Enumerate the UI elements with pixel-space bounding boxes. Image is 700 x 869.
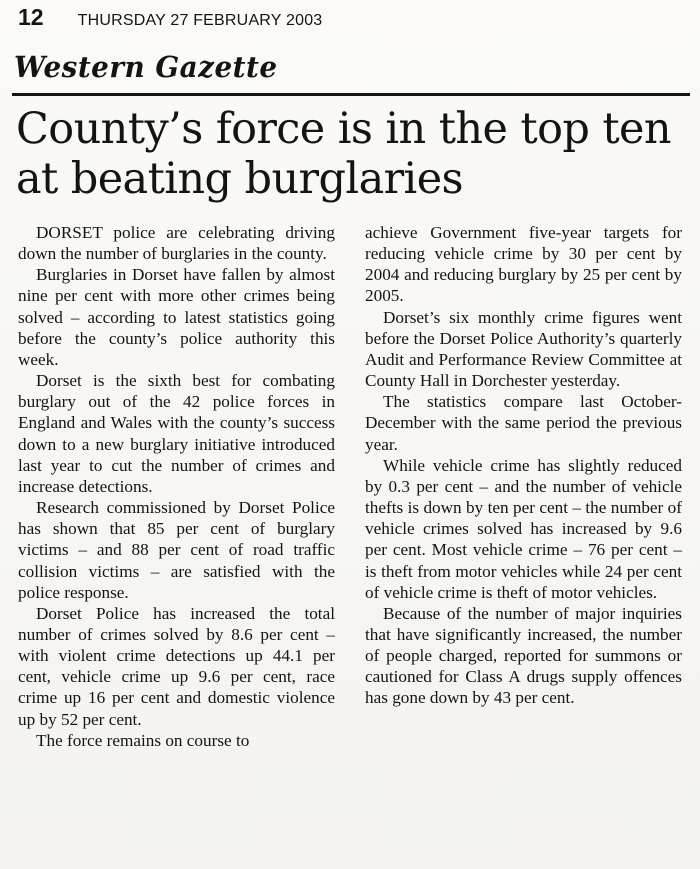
issue-date: THURSDAY 27 FEBRUARY 2003 [77, 12, 323, 29]
article-paragraph: Dorset Police has increased the total number of crimes solved by 8.6 per cent – with violent crime detections up 44.1 per cent, vehicle crime up 9.6 per cent, race crime up 16 per cent and domestic violence up by 52 per cent. [18, 603, 335, 729]
article-headline: County’s force is in the top ten at beating burglaries [16, 104, 671, 204]
masthead-title: Western Gazette [14, 50, 278, 84]
article-paragraph: Dorset is the sixth best for combating burglary out of the 42 police forces in England and Wales with the county’s success down to a new burglary initiative introduced last year to cut the number of crimes and increase detections. [18, 371, 335, 496]
article-paragraph: While vehicle crime has slightly reduced by 0.3 per cent – and the number of vehicle thefts is down by ten per cent – the number of vehicle crimes solved has increased by 9.6 per cent. Most vehicle crime – 76 per cent – is theft from motor vehicles while 24 per cent of vehicle crime is theft of motor vehicles. [365, 455, 682, 602]
article-paragraph: Dorset’s six monthly crime figures went before the Dorset Police Authority’s quarterly Audit and Performance Review Committee at County Hall in Dorchester yesterday. [365, 307, 682, 391]
article-paragraph: Burglaries in Dorset have fallen by almost nine per cent with more other crimes being solved – according to latest statistics going before the county’s police authority this week. [18, 265, 335, 369]
article-paragraph: The statistics compare last October-December with the same period the previous year. [365, 392, 682, 454]
article-paragraph: Because of the number of major inquiries that have significantly increased, the number of people charged, reported for summons or cautioned for Class A drugs supply offences has gone down by 43 per cent. [365, 603, 682, 708]
article-paragraph: DORSET police are celebrating driving down the number of burglaries in the county. [18, 223, 335, 264]
article-body [18, 222, 682, 867]
article-paragraph: The force remains on course to [36, 730, 250, 750]
article-paragraph: Research commissioned by Dorset Police has shown that 85 per cent of burglary victims – and 88 per cent of road traffic collision victims – are satisfied with the police response. [18, 498, 335, 602]
article-column-right [365, 222, 682, 867]
article-paragraph: achieve Government five-year targets for reducing vehicle crime by 30 per cent by 2004 and reducing burglary by 25 per cent by 2005. [365, 223, 682, 306]
masthead-rule [12, 93, 690, 96]
article-column-left [18, 222, 335, 867]
page-number: 12 [18, 4, 44, 30]
page-header [18, 4, 688, 30]
